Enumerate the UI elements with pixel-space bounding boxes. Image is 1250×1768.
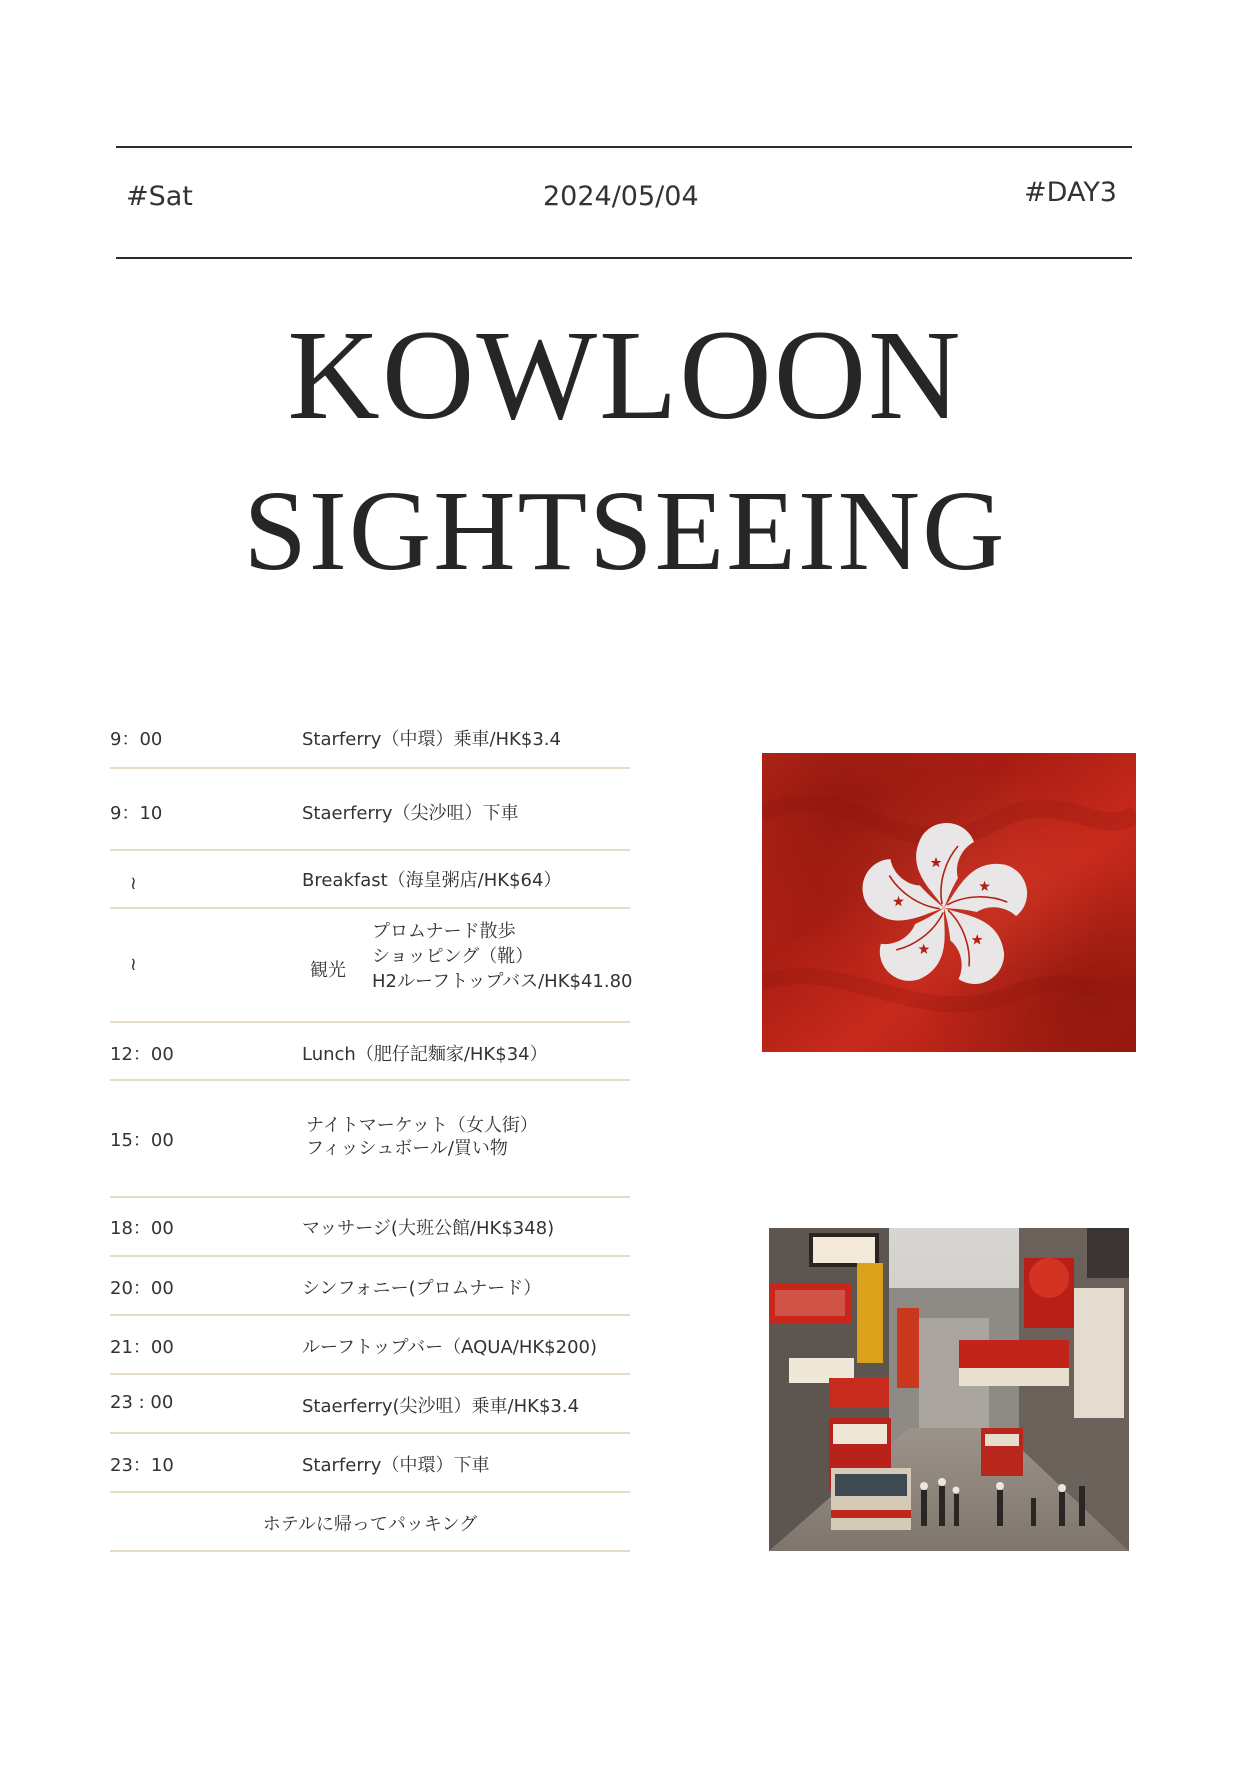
page-title-line2: SIGHTSEEING bbox=[243, 467, 1007, 594]
sightseeing-label: 観光 bbox=[310, 960, 346, 981]
kowloon-street-photo bbox=[769, 1228, 1129, 1551]
schedule-event-line: フィッシュボール/買い物 bbox=[306, 1138, 508, 1159]
schedule-event: Starferry（中環）乗車/HK$3.4 bbox=[302, 729, 561, 750]
schedule-row bbox=[110, 769, 630, 851]
date: 2024/05/04 bbox=[543, 181, 699, 212]
schedule-row bbox=[110, 1081, 630, 1198]
sightseeing-items bbox=[372, 919, 633, 994]
day-of-week: #Sat bbox=[126, 181, 193, 212]
schedule-event: ホテルに帰ってパッキング bbox=[262, 1514, 478, 1535]
schedule-event: シンフォニー(プロムナード） bbox=[302, 1278, 542, 1299]
day-number: #DAY3 bbox=[1024, 177, 1117, 208]
schedule-event: Lunch（肥仔記麵家/HK$34） bbox=[302, 1044, 548, 1065]
schedule-row bbox=[110, 1023, 630, 1081]
sightseeing-item: ショッピング（靴） bbox=[372, 946, 534, 967]
schedule-event: Starferry（中環）下車 bbox=[302, 1455, 490, 1476]
schedule-time: 23：10 bbox=[110, 1455, 174, 1476]
page-title-line1: KOWLOON bbox=[287, 304, 963, 446]
schedule-event: Staerferry(尖沙咀）乗車/HK$3.4 bbox=[302, 1396, 580, 1417]
hong-kong-flag-image bbox=[762, 753, 1136, 1052]
sightseeing-item: プロムナード散歩 bbox=[372, 921, 516, 942]
schedule-row bbox=[110, 705, 630, 769]
schedule-event-line: ナイトマーケット（女人街） bbox=[306, 1115, 538, 1136]
schedule-time: 18：00 bbox=[110, 1218, 174, 1239]
schedule-time: 15：00 bbox=[110, 1130, 174, 1151]
header-top-rule bbox=[116, 146, 1132, 148]
schedule-event: マッサージ(大班公館/HK$348) bbox=[302, 1218, 555, 1239]
schedule-row bbox=[110, 1375, 630, 1434]
schedule-time: ≀ bbox=[130, 954, 137, 975]
schedule-time: 9：10 bbox=[110, 803, 163, 824]
schedule-row bbox=[110, 1493, 630, 1552]
schedule-event: Breakfast（海皇粥店/HK$64） bbox=[302, 870, 562, 891]
schedule-row bbox=[110, 1198, 630, 1257]
schedule-row bbox=[110, 1257, 630, 1316]
schedule-event: ルーフトップバー（AQUA/HK$200) bbox=[302, 1337, 598, 1358]
schedule-time: ≀ bbox=[130, 873, 137, 894]
schedule-row bbox=[110, 909, 633, 1023]
schedule-time: 23 : 00 bbox=[110, 1392, 174, 1413]
schedule-time: 9：00 bbox=[110, 729, 163, 750]
schedule-time: 20：00 bbox=[110, 1278, 174, 1299]
schedule-time: 21：00 bbox=[110, 1337, 174, 1358]
schedule-time: 12：00 bbox=[110, 1044, 174, 1065]
schedule-row bbox=[110, 851, 630, 909]
sightseeing-item: H2ルーフトップバス/HK$41.80 bbox=[372, 971, 633, 992]
schedule-event: Staerferry（尖沙咀）下車 bbox=[302, 803, 519, 824]
schedule-row bbox=[110, 1434, 630, 1493]
schedule-event-multi bbox=[306, 1114, 538, 1160]
schedule-table bbox=[110, 705, 633, 1552]
schedule-row bbox=[110, 1316, 630, 1375]
header-bottom-rule bbox=[116, 257, 1132, 259]
